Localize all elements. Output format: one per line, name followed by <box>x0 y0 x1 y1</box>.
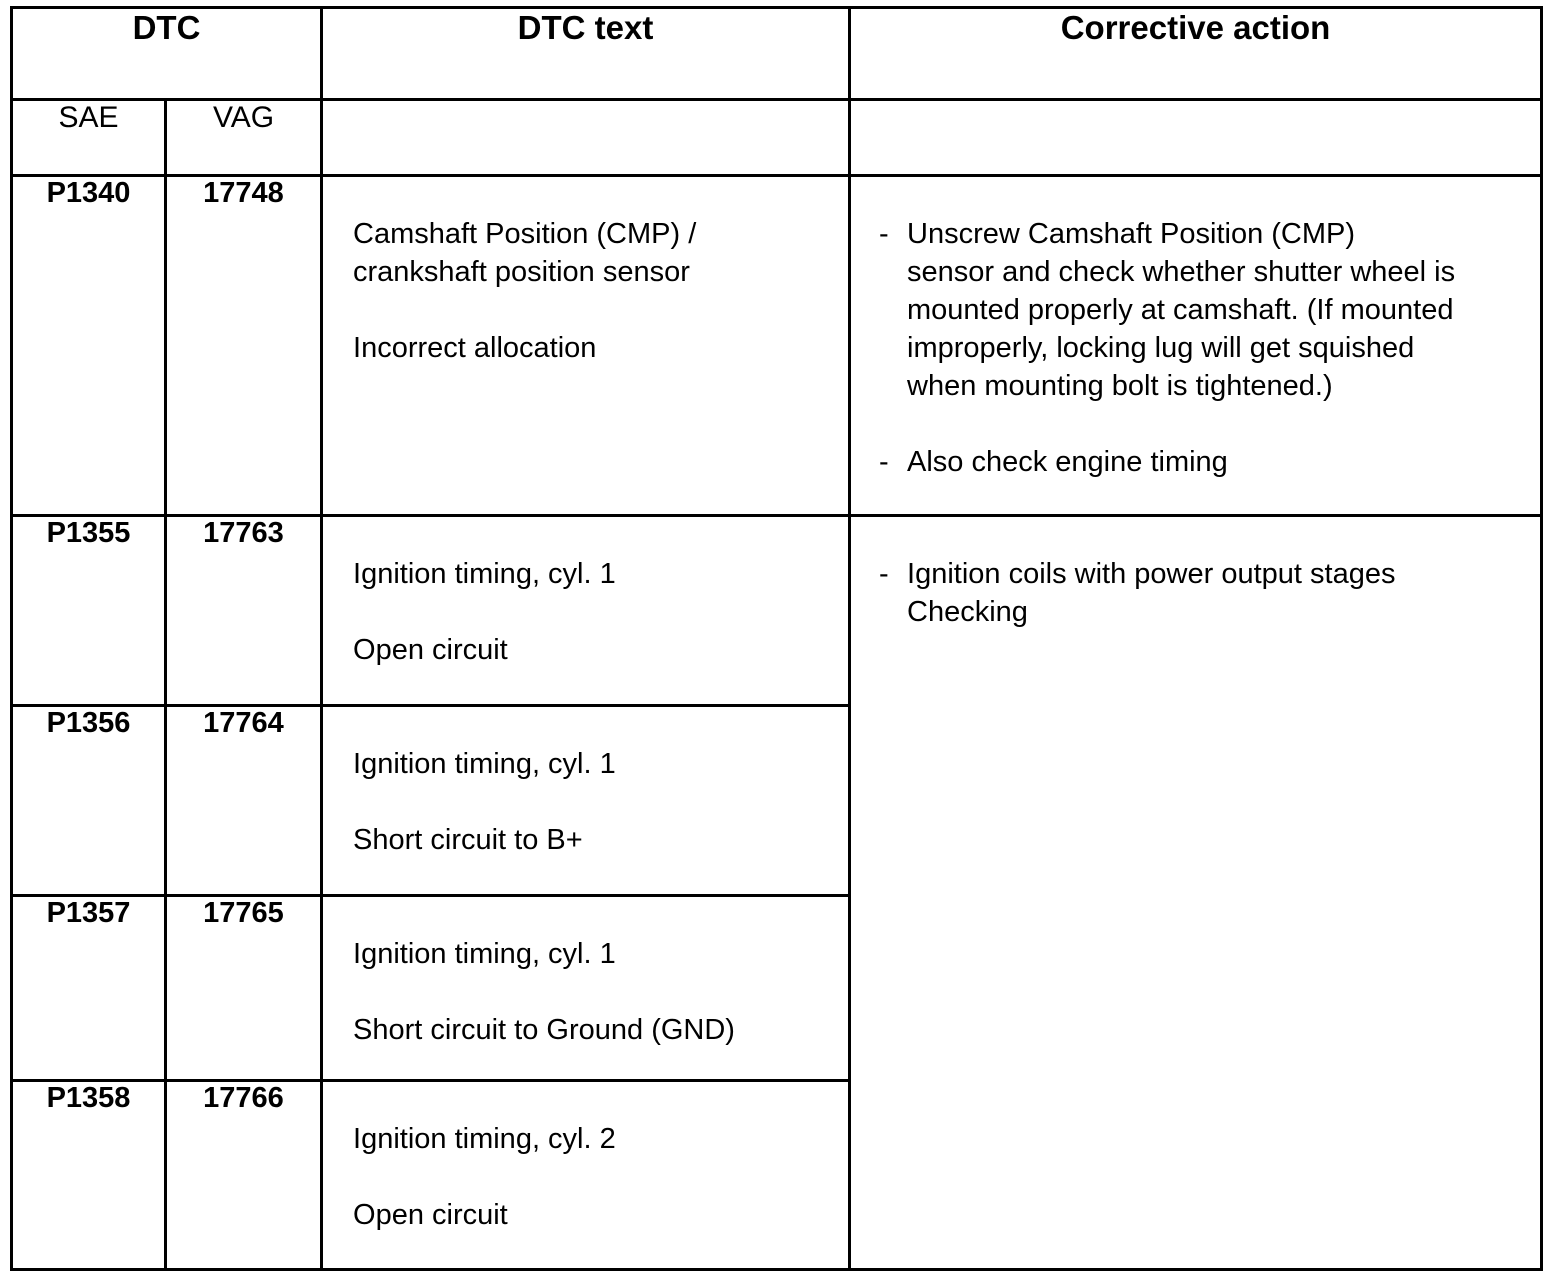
dtc-text-cell <box>322 176 850 516</box>
dtc-text-cell <box>322 1081 850 1270</box>
header-dtc: DTC <box>12 8 322 100</box>
subheader-empty-action <box>850 100 1542 176</box>
bullet-dash: - <box>879 446 889 478</box>
sae-code: P1357 <box>12 896 166 1081</box>
action-step <box>879 555 1540 631</box>
vag-code: 17765 <box>166 896 322 1081</box>
header-dtc-text: DTC text <box>322 8 850 100</box>
subheader-sae: SAE <box>12 100 166 176</box>
header-corrective-action: Corrective action <box>850 8 1542 100</box>
action-line: Ignition coils with power output stages <box>907 558 1396 590</box>
action-line: Also check engine timing <box>907 446 1228 478</box>
action-line: Checking <box>907 596 1028 628</box>
dtc-text-line: Ignition timing, cyl. 1 <box>353 558 616 590</box>
dtc-text-line: Ignition timing, cyl. 1 <box>353 748 616 780</box>
sae-code: P1356 <box>12 706 166 896</box>
sae-code: P1355 <box>12 516 166 706</box>
action-line: improperly, locking lug will get squished <box>907 332 1415 364</box>
bullet-dash: - <box>879 558 889 590</box>
dtc-text-cell <box>322 516 850 706</box>
dtc-condition: Short circuit to B+ <box>353 824 583 856</box>
vag-code: 17763 <box>166 516 322 706</box>
sae-code: P1358 <box>12 1081 166 1270</box>
dtc-text-line: Ignition timing, cyl. 2 <box>353 1123 616 1155</box>
dtc-condition: Short circuit to Ground (GND) <box>353 1014 735 1046</box>
dtc-table <box>10 6 1543 1271</box>
subheader-vag: VAG <box>166 100 322 176</box>
action-line: when mounting bolt is tightened.) <box>907 370 1333 402</box>
vag-code: 17764 <box>166 706 322 896</box>
dtc-text-line: crankshaft position sensor <box>353 256 690 288</box>
dtc-condition: Incorrect allocation <box>353 332 597 364</box>
subheader-empty-text <box>322 100 850 176</box>
action-line: mounted properly at camshaft. (If mounted <box>907 294 1454 326</box>
header-row <box>12 8 1542 100</box>
dtc-condition: Open circuit <box>353 1199 508 1231</box>
corrective-action-cell <box>850 176 1542 516</box>
dtc-text-line: Camshaft Position (CMP) / <box>353 218 697 250</box>
dtc-text-line: Ignition timing, cyl. 1 <box>353 938 616 970</box>
table-row <box>12 516 1542 706</box>
action-step <box>879 443 1540 481</box>
bullet-dash: - <box>879 218 889 250</box>
vag-code: 17766 <box>166 1081 322 1270</box>
subheader-row <box>12 100 1542 176</box>
sae-code: P1340 <box>12 176 166 516</box>
table-row <box>12 176 1542 516</box>
action-line: sensor and check whether shutter wheel is <box>907 256 1456 288</box>
vag-code: 17748 <box>166 176 322 516</box>
action-step <box>879 215 1540 405</box>
corrective-action-cell <box>850 516 1542 1270</box>
action-line: Unscrew Camshaft Position (CMP) <box>907 218 1356 250</box>
dtc-text-cell <box>322 706 850 896</box>
dtc-condition: Open circuit <box>353 634 508 666</box>
dtc-text-cell <box>322 896 850 1081</box>
